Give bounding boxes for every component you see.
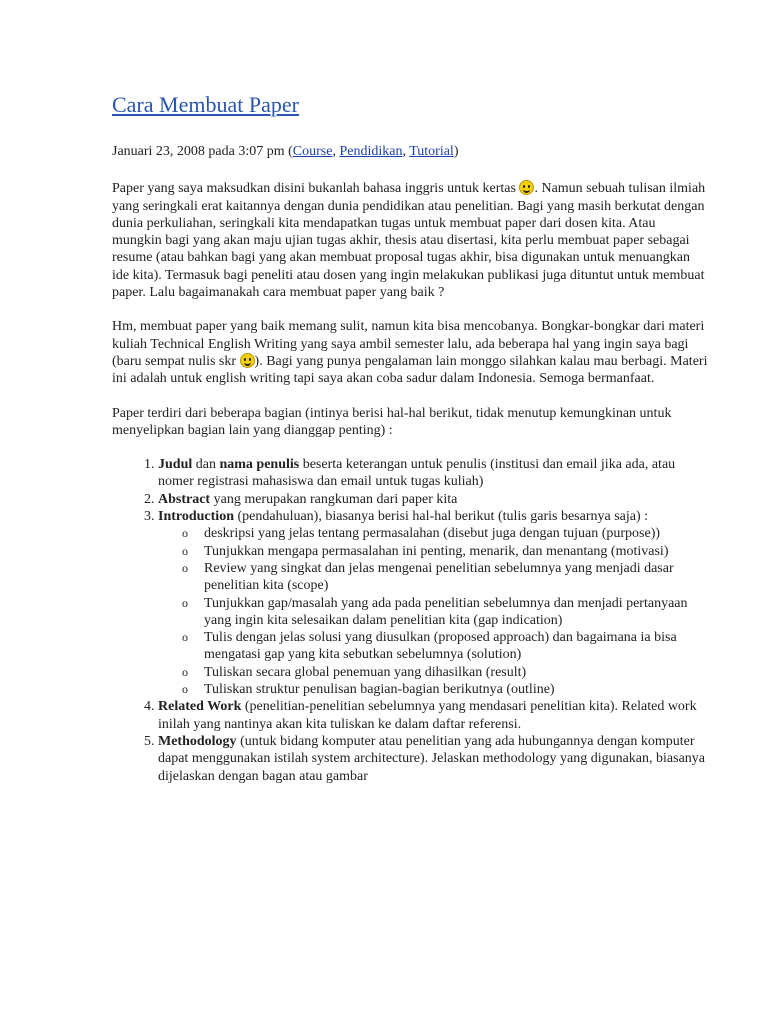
list-item-term: Related Work bbox=[158, 699, 242, 715]
list-item-text: (untuk bidang komputer atau penelitian yang ada hubungannya dengan komputer dapat menggunakan istilah system architecture). Jelaskan methodology yang digunakan, biasanya dijelaskan dengan bagan atau gambar bbox=[158, 733, 706, 784]
list-item-text: (penelitian-penelitian sebelumnya yang mendasari penelitian kita). Related work inilah yang nantinya akan kita tuliskan ke dalam daftar referensi. bbox=[158, 699, 697, 732]
sub-list-item bbox=[182, 560, 708, 595]
list-item-term: nama penulis bbox=[219, 457, 300, 473]
paragraph-text: . Namun sebuah tulisan ilmiah yang seringkali erat kaitannya dengan dunia pendidikan atau penelitian. Bagi yang masih berkutat dengan dunia perkuliahan, seringkali kita mendapatkan tugas untuk membuat paper dari dosen kita. Atau mungkin bagi yang akan maju ujian tugas akhir, thesis atau disertasi, kita perlu membuat paper sebagai resume (atau bahkan bagi yang akan membuat proposal tugas akhir, bisa digunakan untuk menuangkan ide kita). Termasuk bagi peneliti atau dosen yang ingin melakukan publikasi juga dituntut untuk membuat paper. Lalu bagaimanakah cara membuat paper yang baik ? bbox=[112, 181, 706, 301]
sub-list-text: Review yang singkat dan jelas mengenai penelitian sebelumnya yang menjadi dasar penelitian kita (scope) bbox=[204, 560, 674, 594]
bullet-icon: o bbox=[182, 526, 188, 541]
separator: , bbox=[402, 144, 410, 159]
paragraph-source bbox=[112, 318, 708, 387]
sub-list-item bbox=[182, 525, 708, 542]
sub-list-item bbox=[182, 543, 708, 560]
bullet-icon: o bbox=[182, 595, 188, 610]
sub-list-text: Tuliskan struktur penulisan bagian-bagian berikutnya (outline) bbox=[204, 682, 555, 698]
paragraph-intro bbox=[112, 180, 708, 301]
list-item bbox=[158, 698, 708, 733]
list-item-term: Introduction bbox=[158, 509, 234, 525]
bullet-icon: o bbox=[182, 664, 188, 679]
bullet-icon: o bbox=[182, 630, 188, 645]
post-meta bbox=[112, 143, 708, 160]
list-item bbox=[158, 733, 708, 785]
list-item-text: (pendahuluan), biasanya berisi hal-hal berikut (tulis garis besarnya saja) : bbox=[233, 509, 649, 525]
bullet-icon: o bbox=[182, 543, 188, 558]
category-link-pendidikan[interactable]: Pendidikan bbox=[339, 144, 403, 159]
paper-sections-list bbox=[112, 456, 708, 785]
list-item bbox=[158, 508, 708, 698]
list-item-term: Methodology bbox=[158, 733, 237, 749]
category-link-tutorial[interactable]: Tutorial bbox=[409, 144, 454, 159]
list-item-text: dan bbox=[192, 457, 220, 473]
post-date: Januari 23, 2008 pada 3:07 pm ( bbox=[112, 144, 293, 159]
sub-list-text: Tuliskan secara global penemuan yang dihasilkan (result) bbox=[204, 664, 527, 680]
sub-list-text: Tunjukkan mengapa permasalahan ini penting, menarik, dan menantang (motivasi) bbox=[204, 543, 669, 559]
sub-list-text: deskripsi yang jelas tentang permasalahan (disebut juga dengan tujuan (purpose)) bbox=[204, 526, 661, 542]
paragraph-structure: Paper terdiri dari beberapa bagian (intinya berisi hal-hal berikut, tidak menutup kemungkinan untuk menyelipkan bagian lain yang dianggap penting) : bbox=[112, 405, 672, 438]
category-link-course[interactable]: Course bbox=[292, 144, 333, 159]
paragraph-text: Paper yang saya maksudkan disini bukanlah bahasa inggris untuk kertas bbox=[112, 181, 520, 197]
post-title bbox=[112, 92, 708, 118]
post-title-link[interactable]: Cara Membuat Paper bbox=[112, 92, 299, 117]
list-item bbox=[158, 491, 708, 508]
list-item-term: Abstract bbox=[158, 491, 211, 507]
sub-list-item bbox=[182, 629, 708, 664]
introduction-sublist bbox=[158, 525, 708, 698]
separator: , bbox=[332, 144, 340, 159]
sub-list-text: Tunjukkan gap/masalah yang ada pada penelitian sebelumnya dan menjadi pertanyaan yang ingin kita selesaikan dalam penelitian kita (gap indication) bbox=[204, 595, 688, 628]
paragraph-text: Hm, membuat paper yang baik memang sulit, namun kita bisa mencobanya. Bongkar-bongkar dari materi kuliah Technical English Writing yang saya ambil semester lalu, ada beberapa hal yang ingin saya bagi (baru sempat nulis skr bbox=[112, 319, 705, 369]
bullet-icon: o bbox=[182, 560, 188, 575]
paragraph-text: ). Bagi yang punya pengalaman lain monggo silahkan kalau mau berbagi. Materi ini adalah untuk english writing tapi saya akan coba sadur dalam Indonesia. Semoga bermanfaat. bbox=[112, 353, 708, 387]
sub-list-item bbox=[182, 595, 708, 630]
list-item-text: beserta keterangan untuk penulis (institusi dan email jika ada, atau nomer registrasi mahasiswa dan email untuk tugas kuliah) bbox=[158, 457, 676, 490]
sub-list-item bbox=[182, 664, 708, 681]
smiley-emoticon-icon bbox=[240, 353, 255, 368]
meta-close: ) bbox=[453, 144, 459, 159]
list-item-text: yang merupakan rangkuman dari paper kita bbox=[210, 491, 458, 507]
bullet-icon: o bbox=[182, 682, 188, 697]
smiley-emoticon-icon bbox=[519, 180, 534, 195]
list-item bbox=[158, 456, 708, 491]
list-item-term: Judul bbox=[158, 457, 193, 473]
sub-list-item bbox=[182, 681, 708, 698]
sub-list-text: Tulis dengan jelas solusi yang diusulkan (proposed approach) dan bagaimana ia bisa mengatasi gap yang kita sebutkan sebelumnya (solution) bbox=[204, 630, 677, 663]
